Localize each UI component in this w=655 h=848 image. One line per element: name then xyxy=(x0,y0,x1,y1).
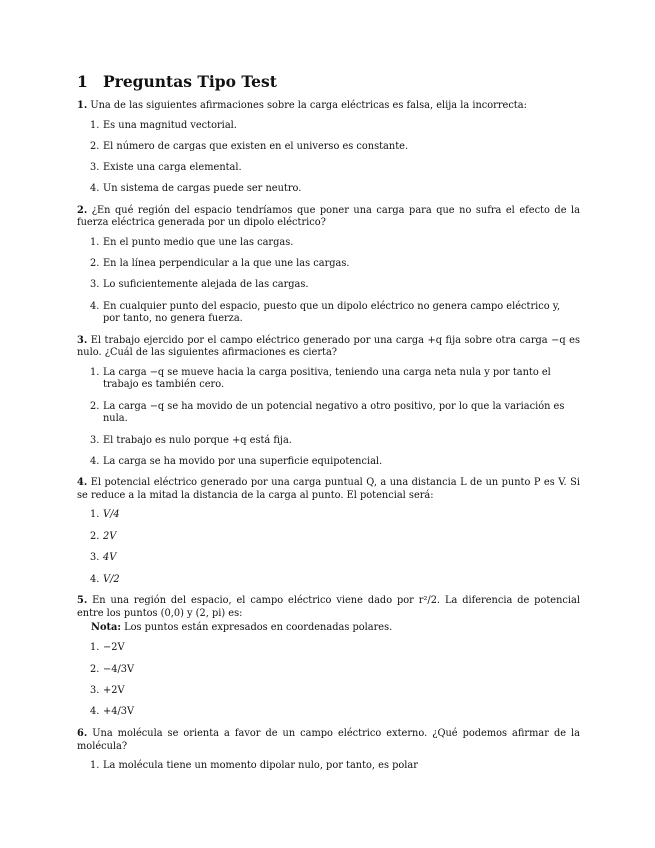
option-text: +2V xyxy=(103,685,125,696)
option-text: La carga −q se mueve hacia la carga positiva, teniendo una carga neta nula y por tanto el trabajo es también cero. xyxy=(103,366,551,391)
option-text: En la línea perpendicular a la que une las cargas. xyxy=(103,258,350,270)
question-number: 2. xyxy=(77,204,88,216)
question-text: En una región del espacio, el campo eléctrico viene dado por r²/2. La diferencia de potencial entre los puntos (0,0) y (2, pi) es: xyxy=(77,595,580,619)
option-number: 1. xyxy=(90,236,100,248)
option-item xyxy=(77,183,580,196)
question-text: ¿En qué región del espacio tendríamos que poner una carga para que no sufra el efecto de la fuerza eléctrica generada por un dipolo eléctrico? xyxy=(77,204,581,229)
option-text: Un sistema de cargas puede ser neutro. xyxy=(103,183,302,195)
question-number: 6. xyxy=(77,727,88,739)
question-number: 5. xyxy=(77,595,88,607)
options-list xyxy=(77,367,580,469)
option-number: 1. xyxy=(90,760,100,772)
question-text: Una de las siguientes afirmaciones sobre la carga eléctricas es falsa, elija la incorrecta: xyxy=(90,100,527,111)
question-note xyxy=(91,622,580,635)
option-number: 1. xyxy=(90,119,100,131)
option-text: En el punto medio que une las cargas. xyxy=(103,236,294,248)
question-6 xyxy=(77,728,580,753)
options-list xyxy=(77,760,580,773)
option-text: La molécula tiene un momento dipolar nulo, por tanto, es polar xyxy=(103,760,418,772)
option-number: 3. xyxy=(90,279,100,291)
section-number: 1 xyxy=(77,72,88,91)
option-number: 2. xyxy=(90,663,100,675)
options-list xyxy=(77,237,580,326)
option-item xyxy=(77,664,580,677)
option-number: 4. xyxy=(90,573,100,585)
option-item xyxy=(77,279,580,292)
options-list xyxy=(77,120,580,196)
option-item xyxy=(77,367,580,392)
option-number: 1. xyxy=(90,366,100,378)
option-item xyxy=(77,509,580,522)
option-text: Lo suficientemente alejada de las cargas. xyxy=(103,279,309,291)
option-item xyxy=(77,162,580,175)
question-text: Una molécula se orienta a favor de un campo eléctrico externo. ¿Qué podemos afirmar de la molécula? xyxy=(77,727,580,752)
option-number: 3. xyxy=(90,162,100,174)
option-item xyxy=(77,531,580,544)
option-number: 2. xyxy=(90,140,100,152)
options-list xyxy=(77,642,580,719)
question-number: 1. xyxy=(77,100,88,111)
option-number: 1. xyxy=(90,509,100,521)
option-text: Existe una carga elemental. xyxy=(103,162,242,174)
options-list xyxy=(77,509,580,586)
question-text: El potencial eléctrico generado por una carga puntual Q, a una distancia L de un punto P es V. Si se reduce a la mitad la distancia de la carga al punto. El potencial será: xyxy=(77,477,580,501)
section-title: Preguntas Tipo Test xyxy=(103,72,277,91)
option-number: 2. xyxy=(90,258,100,270)
note-label: Nota: xyxy=(91,622,121,634)
option-item xyxy=(77,435,580,448)
option-item xyxy=(77,456,580,469)
question-number: 4. xyxy=(77,477,88,489)
question-1 xyxy=(77,100,580,113)
option-item xyxy=(77,574,580,587)
option-number: 4. xyxy=(90,300,100,312)
option-text: La carga −q se ha movido de un potencial negativo a otro positivo, por lo que la variación es nula. xyxy=(103,400,565,425)
option-item xyxy=(77,685,580,698)
option-text: El número de cargas que existen en el universo es constante. xyxy=(103,140,409,152)
section-heading xyxy=(77,72,277,91)
option-number: 3. xyxy=(90,434,100,446)
option-text: V/4 xyxy=(103,509,120,521)
option-text: El trabajo es nulo porque +q está fija. xyxy=(103,434,292,446)
option-item xyxy=(77,237,580,250)
option-text: La carga se ha movido por una superficie equipotencial. xyxy=(103,455,383,467)
question-3 xyxy=(77,335,580,360)
option-item xyxy=(77,706,580,719)
question-2 xyxy=(77,205,580,230)
option-number: 2. xyxy=(90,530,100,542)
option-text: 4V xyxy=(103,552,117,564)
option-item xyxy=(77,301,580,326)
option-item xyxy=(77,760,580,773)
option-text: En cualquier punto del espacio, puesto que un dipolo eléctrico no genera campo eléctrico y, por tanto, no genera fuerza. xyxy=(103,300,561,325)
option-text: V/2 xyxy=(103,573,120,585)
option-text: −2V xyxy=(103,642,125,654)
question-5 xyxy=(77,595,580,620)
option-number: 4. xyxy=(90,455,100,467)
option-item xyxy=(77,401,580,426)
question-4 xyxy=(77,477,580,502)
option-text: −4/3V xyxy=(103,663,135,675)
option-number: 3. xyxy=(90,552,100,564)
option-number: 4. xyxy=(90,706,100,718)
question-text: El trabajo ejercido por el campo eléctrico generado por una carga +q fija sobre otra carga −q es nulo. ¿Cuál de las siguientes afirmaciones es cierta? xyxy=(77,334,580,359)
question-number: 3. xyxy=(77,334,88,346)
option-number: 1. xyxy=(90,642,100,654)
option-item xyxy=(77,141,580,154)
question-list xyxy=(77,100,580,781)
option-item xyxy=(77,258,580,271)
option-text: 2V xyxy=(103,530,117,542)
option-number: 2. xyxy=(90,400,100,412)
option-number: 4. xyxy=(90,183,100,195)
option-text: +4/3V xyxy=(103,706,135,718)
option-number: 3. xyxy=(90,685,100,696)
note-text: Los puntos están expresados en coordenadas polares. xyxy=(124,622,393,634)
option-text: Es una magnitud vectorial. xyxy=(103,119,237,131)
option-item xyxy=(77,552,580,565)
option-item xyxy=(77,120,580,133)
option-item xyxy=(77,642,580,655)
